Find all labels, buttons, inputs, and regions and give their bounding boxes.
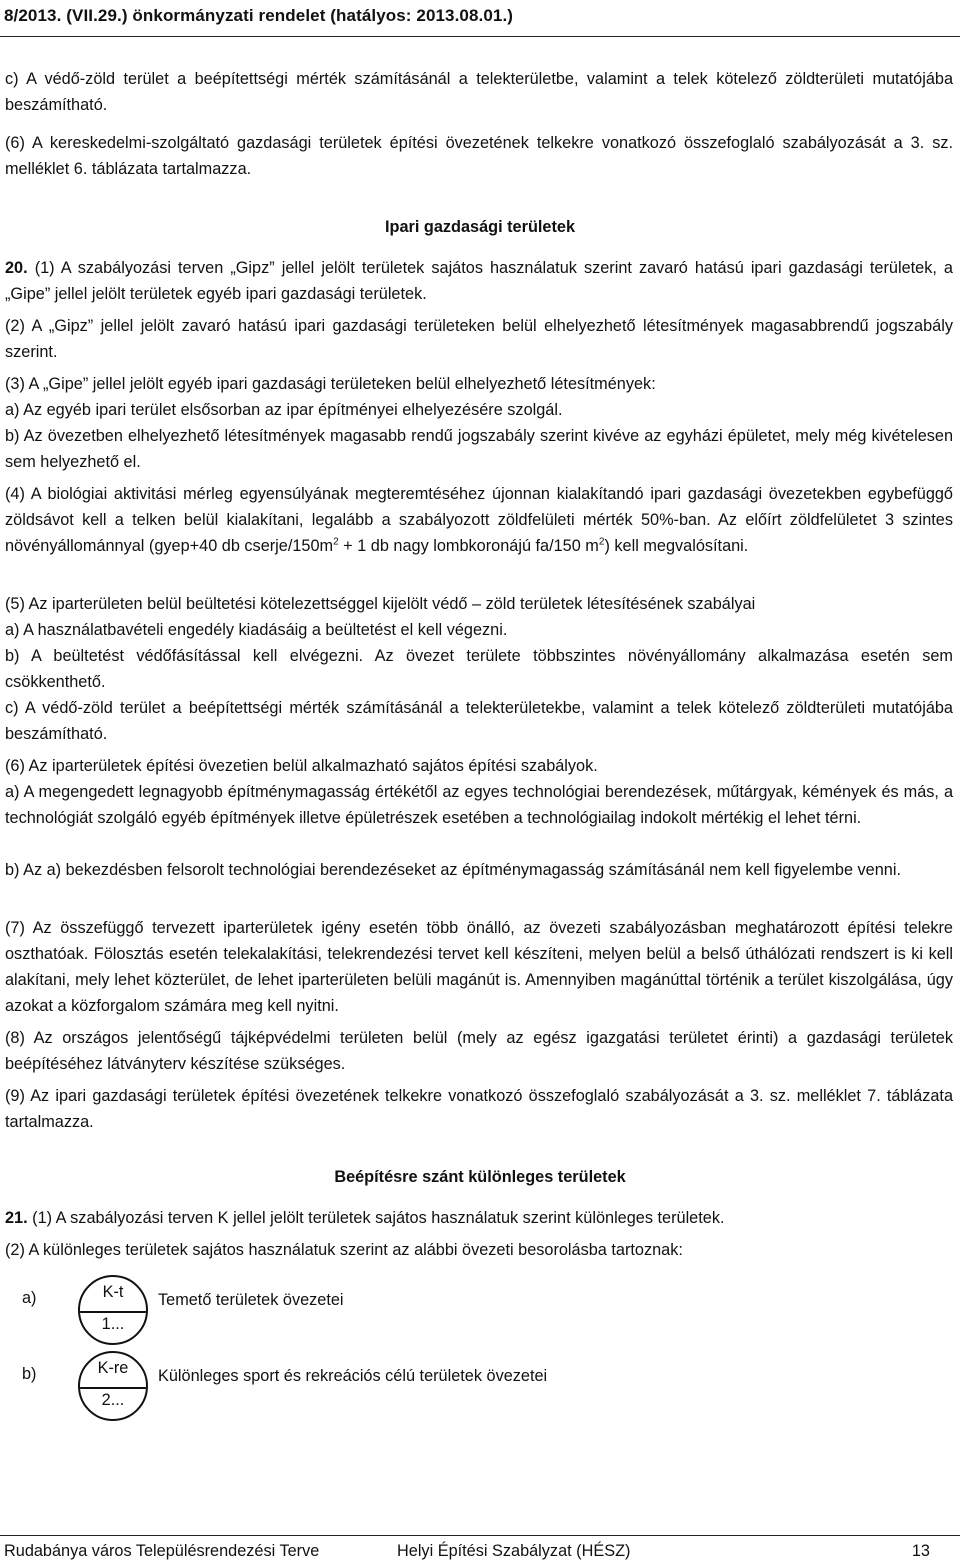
- paragraph-3a: a) Az egyéb ipari terület elsősorban az ipar építményei elhelyezésére szolgál.: [5, 401, 563, 419]
- footer-divider: [0, 1535, 960, 1536]
- zone-code: K-t: [102, 1283, 124, 1301]
- heading-special-areas: Beépítésre szánt különleges területek: [334, 1168, 626, 1186]
- paragraph-6b: b) Az a) bekezdésben felsorolt technológiai berendezéseket az építménymagasság számításánál nem kell figyelembe venni.: [5, 861, 901, 879]
- paragraph-5-protective: (5) Az iparterületen belül beültetési kötelezettséggel kijelölt védő – zöld területek létesítésének szabályai: [5, 595, 756, 613]
- footer-regulation-title: Helyi Építési Szabályzat (HÉSZ): [397, 1542, 631, 1560]
- zone-symbol-circle: [78, 1351, 148, 1421]
- zone-subcode: 1...: [101, 1315, 125, 1333]
- zone-symbol-row: [22, 1271, 722, 1351]
- paragraph-21-2: (2) A különleges területek sajátos használatuk szerint az alábbi övezeti besorolásba tartoznak:: [5, 1241, 683, 1259]
- zone-code: K-re: [97, 1359, 129, 1377]
- paragraph-2-gipz: (2) A „Gipz” jellel jelölt zavaró hatású ipari gazdasági területeken belül elhelyezhető létesítmények magasabbrendű jogszabály szerint.: [5, 317, 953, 361]
- zone-symbol-circle: [78, 1275, 148, 1345]
- header-divider: [0, 36, 960, 37]
- superscript-2: 2: [598, 536, 605, 548]
- zone-letter: b): [22, 1365, 37, 1383]
- section-20-text: (1) A szabályozási terven „Gipz” jellel jelölt területek sajátos használatuk szerint zavaró hatású ipari gazdasági területek, a „Gipe” jellel jelölt területek egyéb ipari gazdasági területek.: [5, 259, 953, 303]
- paragraph-4-biological: [5, 481, 953, 559]
- page-number: 13: [911, 1542, 930, 1560]
- section-number: 21.: [5, 1209, 28, 1227]
- heading-industrial: Ipari gazdasági területek: [384, 218, 576, 236]
- document-header: 8/2013. (VII.29.) önkormányzati rendelet (hatályos: 2013.08.01.): [4, 6, 514, 25]
- paragraph-4-part-a: (4) A biológiai aktivitási mérleg egyensúlyának megteremtéséhez újonnan kialakítandó ipari gazdasági övezetekben egybefüggő zöldsávot kell a telken belül kialakítani, legalább a szabályozott zöldfelületi mérték 50%-ban. Az előírt zöldfelületet 3 szintes növényállománnyal (gyep+40 db cserje/150m: [5, 485, 953, 555]
- paragraph-5a: a) A használatbavételi engedély kiadásáig a beültetést el kell végezni.: [5, 621, 508, 639]
- section-number: 20.: [5, 259, 28, 277]
- zone-description: Különleges sport és rekreációs célú területek övezetei: [158, 1367, 548, 1385]
- paragraph-4-part-c: ) kell megvalósítani.: [604, 537, 749, 555]
- paragraph-7: (7) Az összefüggő tervezett iparterületek igény esetén több önálló, az övezeti szabályozásban meghatározott építési telekre oszthatóak. Fölosztás esetén telekalakítási, telekrendezési tervet kell készíteni, melyen belül a belső úthálózati rendszert is ki kell alakítani, mely lehet közterület, de lehet iparterületen belüli magánút is. Amennyiben magánúttal történik a terület kiszolgálása, úgy azokat a közforgalom számára meg kell nyitni.: [5, 919, 953, 1015]
- paragraph-4-part-b: + 1 db nagy lombkoronájú fa/150 m: [338, 537, 599, 555]
- paragraph-9: (9) Az ipari gazdasági területek építési övezetének telkekre vonatkozó összefoglaló szabályozását a 3. sz. melléklet 7. táblázata tartalmazza.: [5, 1087, 953, 1131]
- zone-symbol-divider: [80, 1311, 146, 1313]
- zone-symbol-row: [22, 1347, 722, 1427]
- paragraph-6-commercial: (6) A kereskedelmi-szolgáltató gazdasági területek építési övezetének telkekre vonatkozó összefoglaló szabályozását a 3. sz. melléklet 6. táblázata tartalmazza.: [5, 134, 953, 178]
- paragraph-6-special-rules: (6) Az iparterületek építési övezetien belül alkalmazható sajátos építési szabályok.: [5, 757, 598, 775]
- paragraph-8: (8) Az országos jelentőségű tájképvédelmi területen belül (mely az egész igazgatási területet érinti) a gazdasági területek beépítéséhez látványterv készítése szükséges.: [5, 1029, 953, 1073]
- paragraph-c-green: c) A védő-zöld terület a beépítettségi mérték számításánál a telekterületbe, valamint a telek kötelező zöldterületi mutatójába beszámítható.: [5, 70, 953, 114]
- zone-subcode: 2...: [101, 1391, 125, 1409]
- paragraph-3-gipe: (3) A „Gipe” jellel jelölt egyéb ipari gazdasági területeken belül elhelyezhető létesítmények:: [5, 375, 656, 393]
- section-21-paragraph-1: [5, 1205, 953, 1231]
- zone-description: Temető területek övezetei: [158, 1291, 344, 1309]
- paragraph-5c: c) A védő-zöld terület a beépítettségi mérték számításánál a telekterületekbe, valamint a telek kötelező zöldterületi mutatójába beszámítható.: [5, 699, 953, 743]
- footer-plan-title: Rudabánya város Településrendezési Terve: [4, 1542, 320, 1560]
- paragraph-5b: b) A beültetést védőfásítással kell elvégezni. Az övezet területe többszintes növényállomány alkalmazása esetén sem csökkenthető.: [5, 647, 953, 691]
- section-20-paragraph-1: [5, 255, 953, 307]
- zone-letter: a): [22, 1289, 37, 1307]
- paragraph-6a: a) A megengedett legnagyobb építménymagasság értékétől az egyes technológiai berendezések, műtárgyak, kémények és más, a technológiát szolgáló egyéb építmények illetve épületrészek esetében a technológiailag indokolt mértékig el lehet térni.: [5, 783, 953, 827]
- paragraph-3b: b) Az övezetben elhelyezhető létesítmények magasabb rendű jogszabály szerint kivéve az egyházi épületet, mely még kivételesen sem helyezhető el.: [5, 427, 953, 471]
- superscript-2: 2: [333, 536, 339, 548]
- section-21-text: (1) A szabályozási terven K jellel jelölt területek sajátos használatuk szerint különleges területek.: [27, 1209, 725, 1227]
- zone-symbol-divider: [80, 1387, 146, 1389]
